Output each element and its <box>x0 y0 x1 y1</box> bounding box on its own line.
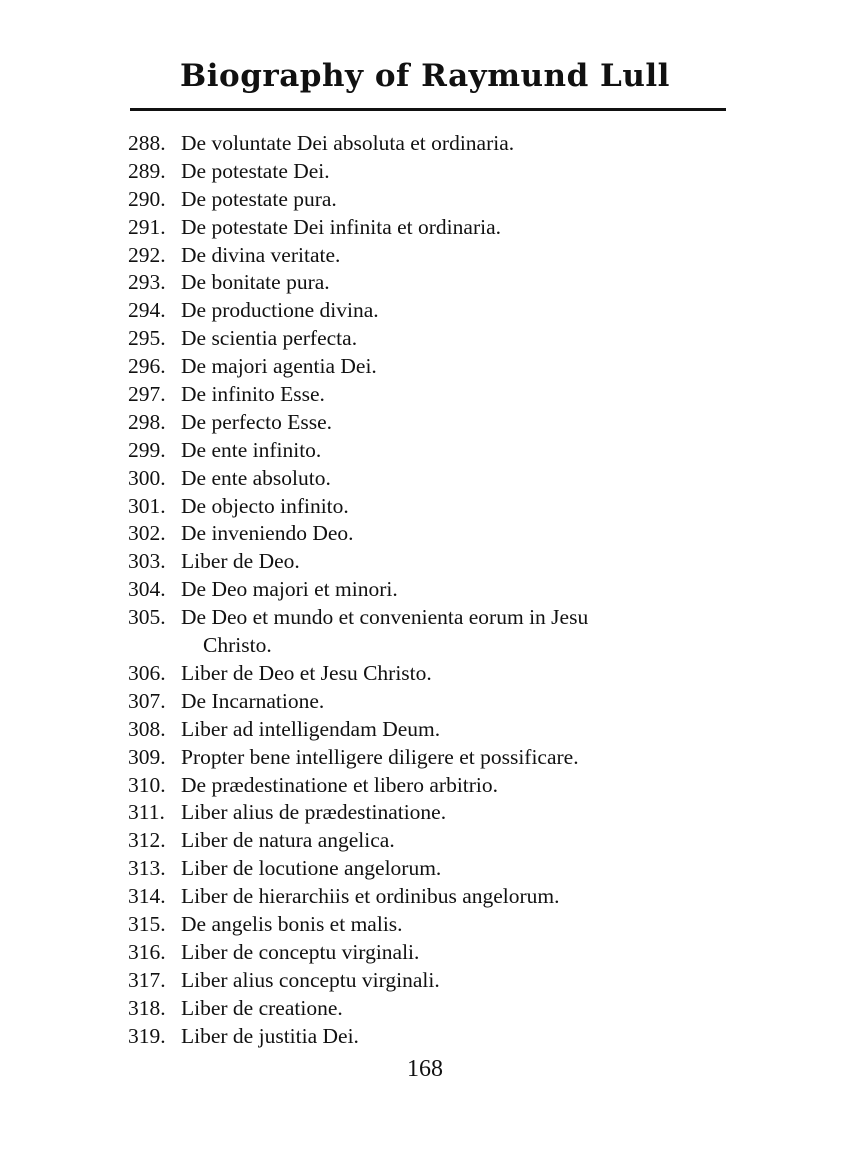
entry-number: 291. <box>128 214 166 239</box>
entry-title <box>181 716 738 744</box>
entry-title <box>181 799 738 827</box>
entry-title <box>181 967 738 995</box>
entry-title <box>181 242 738 270</box>
page-header-title: Biography of Raymund Lull <box>180 58 670 94</box>
entry-title-line: De potestate Dei. <box>181 158 330 183</box>
list-item <box>128 744 738 772</box>
entry-number: 294. <box>128 298 166 323</box>
entry-number: 317. <box>128 967 166 992</box>
entry-title-line: Liber de hierarchiis et ordinibus angelorum. <box>181 884 560 909</box>
list-item <box>128 214 738 242</box>
list-item <box>128 158 738 186</box>
list-item <box>128 939 738 967</box>
entry-title <box>181 660 738 688</box>
entry-title-line: De infinito Esse. <box>181 382 325 407</box>
entry-title <box>181 883 738 911</box>
entry-title <box>181 576 738 604</box>
entry-number: 288. <box>128 131 166 155</box>
list-item <box>128 381 738 409</box>
list-item <box>128 660 738 688</box>
entry-number: 296. <box>128 354 166 379</box>
entry-title-line: De ente infinito. <box>181 437 322 462</box>
list-item <box>128 883 738 911</box>
bibliography-list <box>128 130 738 1050</box>
entry-title <box>181 353 738 381</box>
list-item <box>128 297 738 325</box>
entry-number: 308. <box>128 716 166 741</box>
entry-title-line: De ente absoluto. <box>181 465 331 490</box>
entry-title-line: De divina veritate. <box>181 242 341 267</box>
entry-title-line: De potestate pura. <box>181 186 337 211</box>
entry-title <box>181 744 738 772</box>
entry-title <box>181 465 738 493</box>
entry-number: 302. <box>128 521 166 546</box>
list-item <box>128 716 738 744</box>
list-item <box>128 576 738 604</box>
entry-number: 295. <box>128 326 166 351</box>
list-item <box>128 1023 738 1051</box>
entry-title-line: Liber alius de prædestinatione. <box>181 800 447 825</box>
entry-title-line: De potestate Dei infinita et ordinaria. <box>181 214 501 239</box>
list-item <box>128 995 738 1023</box>
entry-title <box>181 130 738 158</box>
list-item <box>128 827 738 855</box>
entry-title-line: De bonitate pura. <box>181 270 330 295</box>
list-item <box>128 242 738 270</box>
entry-title-line: De inveniendo Deo. <box>181 521 354 546</box>
entry-title <box>181 548 738 576</box>
entry-number: 305. <box>128 605 166 630</box>
entry-number: 310. <box>128 772 166 797</box>
header-rule <box>130 108 726 111</box>
list-item <box>128 437 738 465</box>
entry-title <box>181 297 738 325</box>
list-item <box>128 493 738 521</box>
entry-number: 292. <box>128 242 166 267</box>
entry-title <box>181 214 738 242</box>
entry-title <box>181 158 738 186</box>
entry-title <box>181 269 738 297</box>
entry-title <box>181 381 738 409</box>
entry-title <box>181 688 738 716</box>
entry-title <box>181 493 738 521</box>
list-item <box>128 269 738 297</box>
entry-title <box>181 186 738 214</box>
entry-title-line: De prædestinatione et libero arbitrio. <box>181 772 499 797</box>
entry-title-line: Liber de natura angelica. <box>181 828 395 853</box>
entry-title-line: Liber alius conceptu virginali. <box>181 967 440 992</box>
entry-title-line: Liber ad intelligendam Deum. <box>181 716 441 741</box>
entry-title-line: Liber de locutione angelorum. <box>181 856 442 881</box>
entry-number: 318. <box>128 995 166 1020</box>
entry-title-continuation: Christo. <box>203 633 272 658</box>
entry-number: 319. <box>128 1023 166 1048</box>
entry-number: 304. <box>128 577 166 602</box>
list-item <box>128 353 738 381</box>
entry-number: 299. <box>128 437 166 462</box>
entry-title <box>181 604 738 660</box>
entry-title-line: Liber de justitia Dei. <box>181 1023 359 1048</box>
entry-title <box>181 772 738 800</box>
entry-title-line: Liber de conceptu virginali. <box>181 939 420 964</box>
entry-title-line: Liber de Deo et Jesu Christo. <box>181 660 432 685</box>
entry-number: 293. <box>128 270 166 295</box>
list-item <box>128 688 738 716</box>
entry-title-line: De voluntate Dei absoluta et ordinaria. <box>181 131 515 155</box>
entry-number: 316. <box>128 939 166 964</box>
entry-title <box>181 939 738 967</box>
entry-number: 297. <box>128 382 166 407</box>
entry-title <box>181 1023 738 1051</box>
entry-title-line: De Incarnatione. <box>181 688 325 713</box>
page-number: 168 <box>407 1056 443 1082</box>
list-item <box>128 465 738 493</box>
list-item <box>128 325 738 353</box>
list-item <box>128 186 738 214</box>
entry-title <box>181 520 738 548</box>
entry-title <box>181 437 738 465</box>
entry-number: 309. <box>128 744 166 769</box>
entry-number: 289. <box>128 158 166 183</box>
entry-title-line: De objecto infinito. <box>181 493 349 518</box>
list-item <box>128 855 738 883</box>
list-item <box>128 548 738 576</box>
entry-title-line: De Deo et mundo et convenienta eorum in Jesu <box>181 605 589 630</box>
list-item <box>128 799 738 827</box>
entry-title-line: Liber de creatione. <box>181 995 343 1020</box>
entry-title <box>181 409 738 437</box>
entry-number: 301. <box>128 493 166 518</box>
list-item <box>128 520 738 548</box>
list-item <box>128 967 738 995</box>
entry-number: 313. <box>128 856 166 881</box>
entry-number: 312. <box>128 828 166 853</box>
entry-title-line: De productione divina. <box>181 298 379 323</box>
entry-title <box>181 995 738 1023</box>
entry-title-line: De angelis bonis et malis. <box>181 911 403 936</box>
entry-number: 290. <box>128 186 166 211</box>
entry-title-line: Propter bene intelligere diligere et possificare. <box>181 744 579 769</box>
list-item <box>128 772 738 800</box>
list-item <box>128 130 738 158</box>
entry-number: 314. <box>128 884 166 909</box>
entry-number: 306. <box>128 660 166 685</box>
entry-number: 315. <box>128 911 166 936</box>
entry-number: 300. <box>128 465 166 490</box>
entry-title <box>181 911 738 939</box>
entry-number: 311. <box>128 800 165 825</box>
entry-number: 303. <box>128 549 166 574</box>
list-item <box>128 604 738 660</box>
entry-title <box>181 855 738 883</box>
entry-title-line: De Deo majori et minori. <box>181 577 398 602</box>
list-item <box>128 409 738 437</box>
entry-title-line: De scientia perfecta. <box>181 326 358 351</box>
list-item <box>128 911 738 939</box>
entry-number: 307. <box>128 688 166 713</box>
entry-number: 298. <box>128 409 166 434</box>
entry-title <box>181 325 738 353</box>
entry-title-line: Liber de Deo. <box>181 549 300 574</box>
entry-title <box>181 827 738 855</box>
entry-title-line: De perfecto Esse. <box>181 409 333 434</box>
entry-title-line: De majori agentia Dei. <box>181 354 377 379</box>
